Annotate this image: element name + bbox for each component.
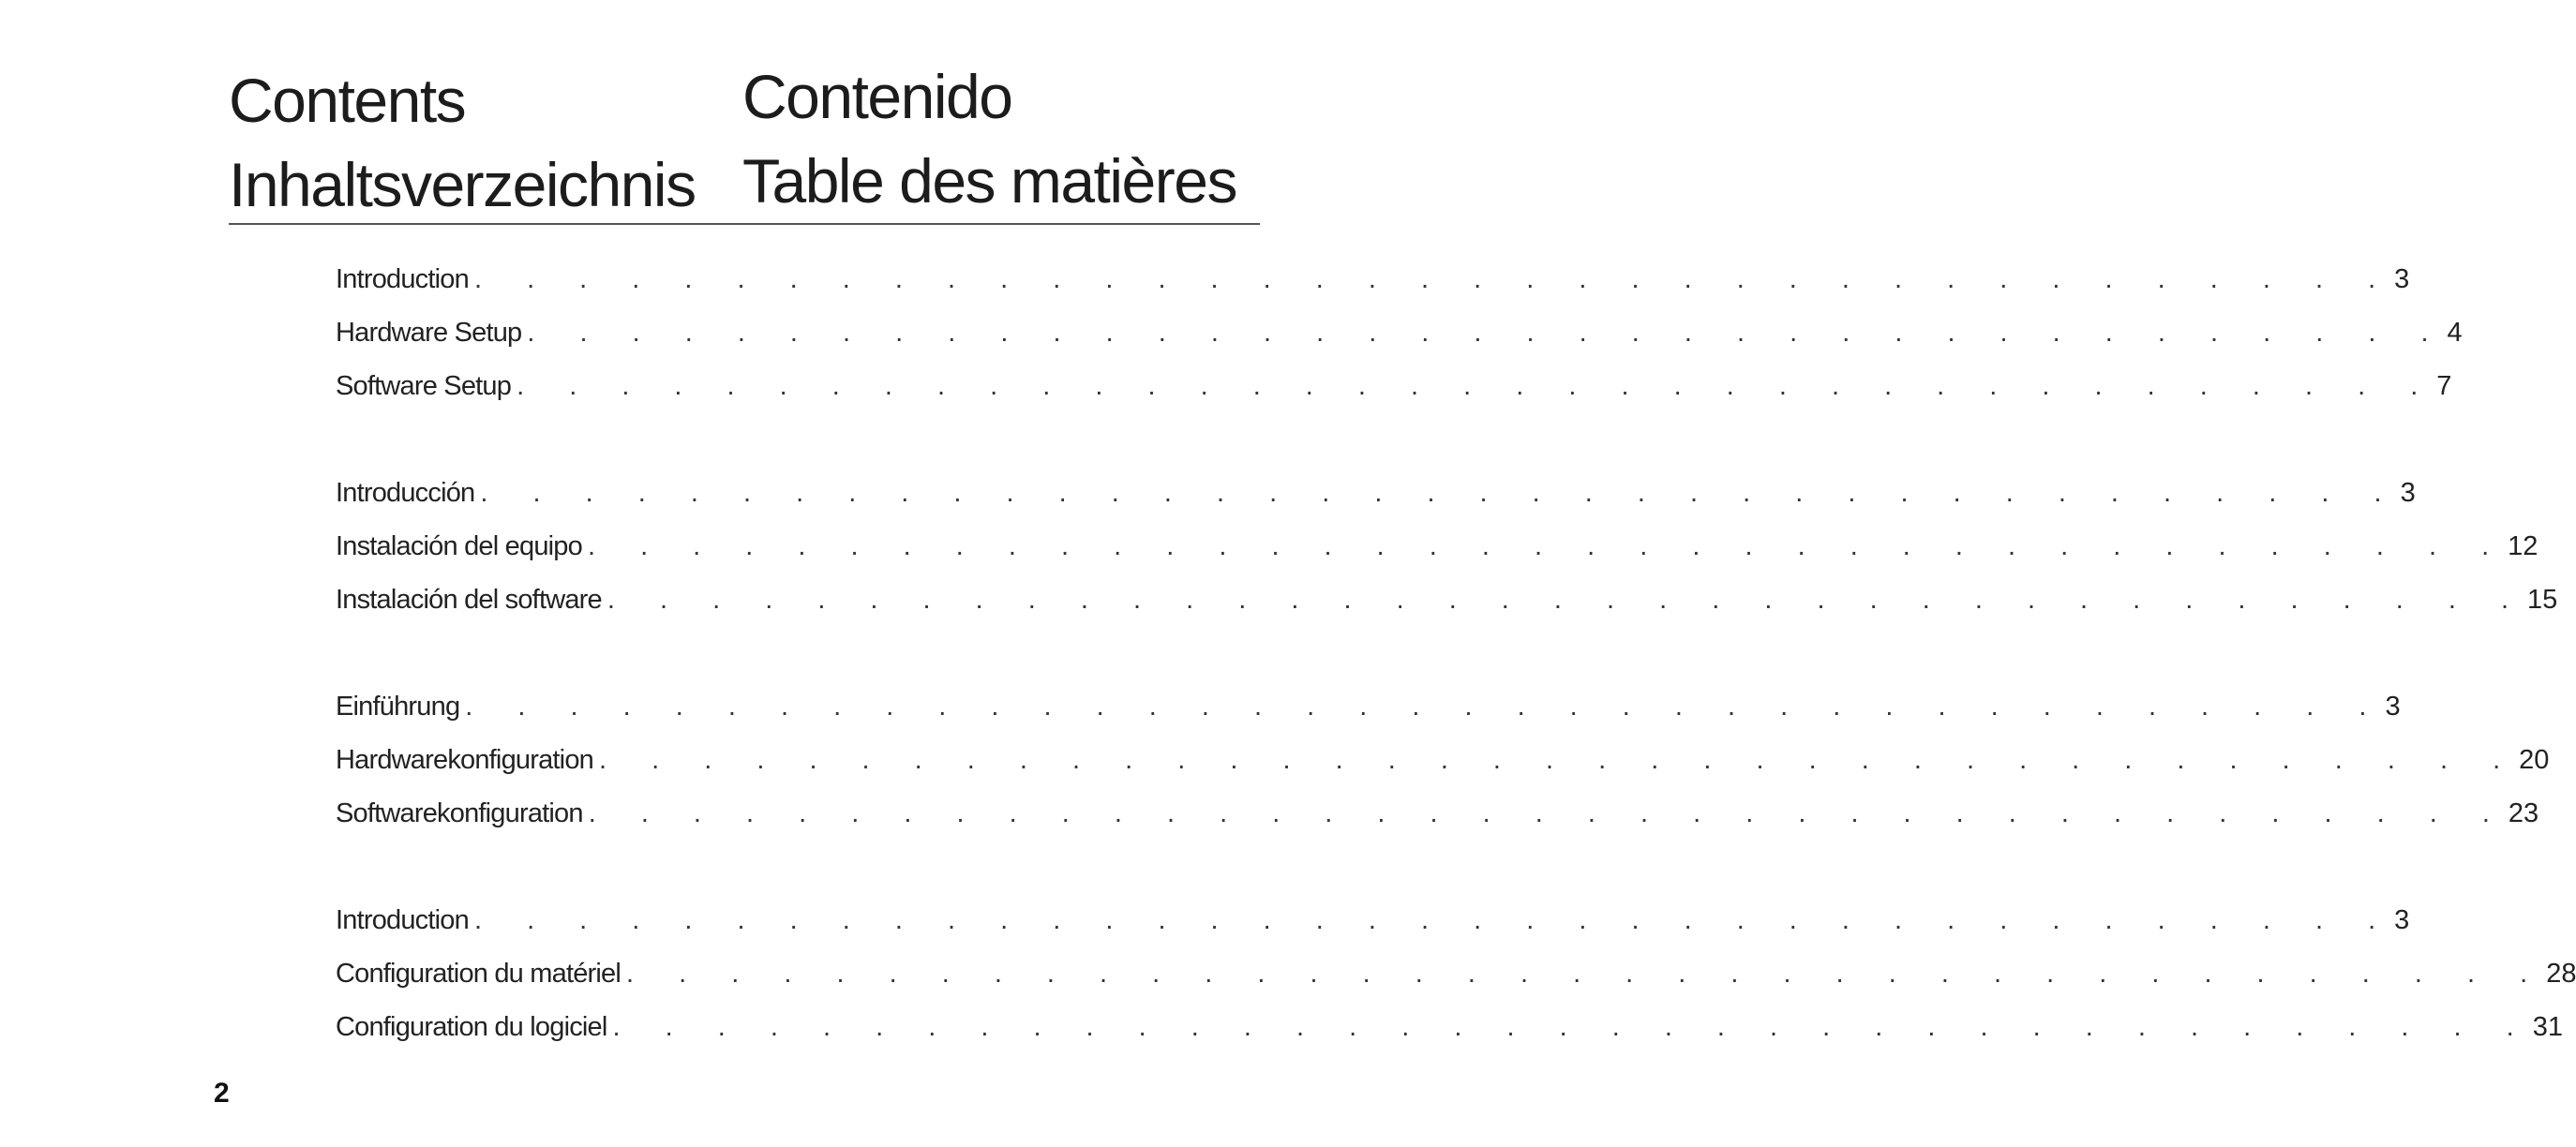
toc-entry-title: Hardware Setup [336, 318, 527, 349]
toc-entry-title: Instalación del software [336, 585, 607, 616]
toc-entry-page: 23 [2508, 798, 2539, 828]
toc-entry-page: 3 [2400, 478, 2416, 508]
dot-leader: . . . . . . . . . . . . . . . . . . . . . . . . . . . . . . . . . . . . . [473, 264, 2395, 294]
dot-leader: . . . . . . . . . . . . . . . . . . . . . . . . . . . . . . . . . . . . . [598, 745, 2520, 775]
toc-entry[interactable] [336, 585, 2558, 638]
toc-group-spanish [336, 478, 2558, 638]
dot-leader: . . . . . . . . . . . . . . . . . . . . . . . . . . . . . . . . . . . . . [588, 798, 2509, 828]
toc-entry-title: Hardwarekonfiguration [336, 745, 599, 776]
toc-entry-page: 4 [2447, 318, 2463, 348]
page-number: 2 [214, 1078, 230, 1109]
toc-entry-page: 3 [2385, 692, 2401, 722]
toc-entry-title: Introducción [336, 478, 480, 509]
heading-contenido: Contenido [742, 62, 1012, 131]
toc-entry[interactable] [336, 531, 2539, 585]
dot-leader: . . . . . . . . . . . . . . . . . . . . . . . . . . . . . . . . . . . . . [612, 1012, 2533, 1042]
toc-entry[interactable] [336, 478, 2416, 531]
toc-entry-page: 7 [2436, 371, 2452, 401]
toc-entry[interactable] [336, 1012, 2563, 1065]
toc-entry-page: 3 [2394, 264, 2410, 294]
toc-entry-title: Introduction [336, 905, 474, 936]
dot-leader: . . . . . . . . . . . . . . . . . . . . . . . . . . . . . . . . . . . . . [607, 585, 2528, 615]
heading-table-des-matieres: Table des matières [742, 146, 1236, 216]
toc-entry[interactable] [336, 959, 2576, 1012]
dot-leader: . . . . . . . . . . . . . . . . . . . . . . . . . . . . . . . . . . . . . [527, 318, 2448, 348]
dot-leader: . . . . . . . . . . . . . . . . . . . . . . . . . . . . . . . . . . . . . [626, 959, 2547, 989]
toc-entry-page: 20 [2519, 745, 2550, 775]
toc-entry-page: 3 [2394, 905, 2410, 935]
dot-leader: . . . . . . . . . . . . . . . . . . . . . . . . . . . . . . . . . . . . . [473, 905, 2395, 935]
dot-leader: . . . . . . . . . . . . . . . . . . . . . . . . . . . . . . . . . . . . . [465, 692, 2386, 722]
toc-entry[interactable] [336, 745, 2550, 798]
toc-entry[interactable] [336, 264, 2410, 318]
toc-entry[interactable] [336, 371, 2452, 425]
toc-entry-title: Configuration du logiciel [336, 1012, 613, 1043]
toc-entry-title: Einführung [336, 692, 465, 722]
toc-entry[interactable] [336, 318, 2463, 371]
heading-divider [229, 223, 1260, 225]
toc-entry-title: Instalación del equipo [336, 531, 588, 562]
heading-inhaltsverzeichnis: Inhaltsverzeichnis [229, 150, 696, 219]
toc-entry[interactable] [336, 905, 2410, 959]
toc-group-german [336, 692, 2550, 852]
toc-group-english [336, 264, 2463, 425]
toc-entry-title: Configuration du matériel [336, 959, 626, 990]
toc-entry-page: 31 [2532, 1012, 2563, 1042]
toc-entry-title: Software Setup [336, 371, 517, 402]
toc-entry-page: 15 [2527, 585, 2558, 615]
toc-group-french [336, 905, 2576, 1065]
dot-leader: . . . . . . . . . . . . . . . . . . . . . . . . . . . . . . . . . . . . . [587, 531, 2509, 561]
dot-leader: . . . . . . . . . . . . . . . . . . . . . . . . . . . . . . . . . . . . . [480, 478, 2401, 508]
toc-entry[interactable] [336, 692, 2401, 745]
toc-entry-title: Introduction [336, 264, 474, 295]
heading-contents: Contents [229, 66, 466, 135]
dot-leader: . . . . . . . . . . . . . . . . . . . . . . . . . . . . . . . . . . . . . [517, 371, 2437, 401]
toc-entry-page: 28 [2546, 959, 2576, 989]
toc-entry-title: Softwarekonfiguration [336, 798, 589, 829]
toc-entry[interactable] [336, 798, 2539, 852]
toc-entry-page: 12 [2508, 531, 2539, 561]
